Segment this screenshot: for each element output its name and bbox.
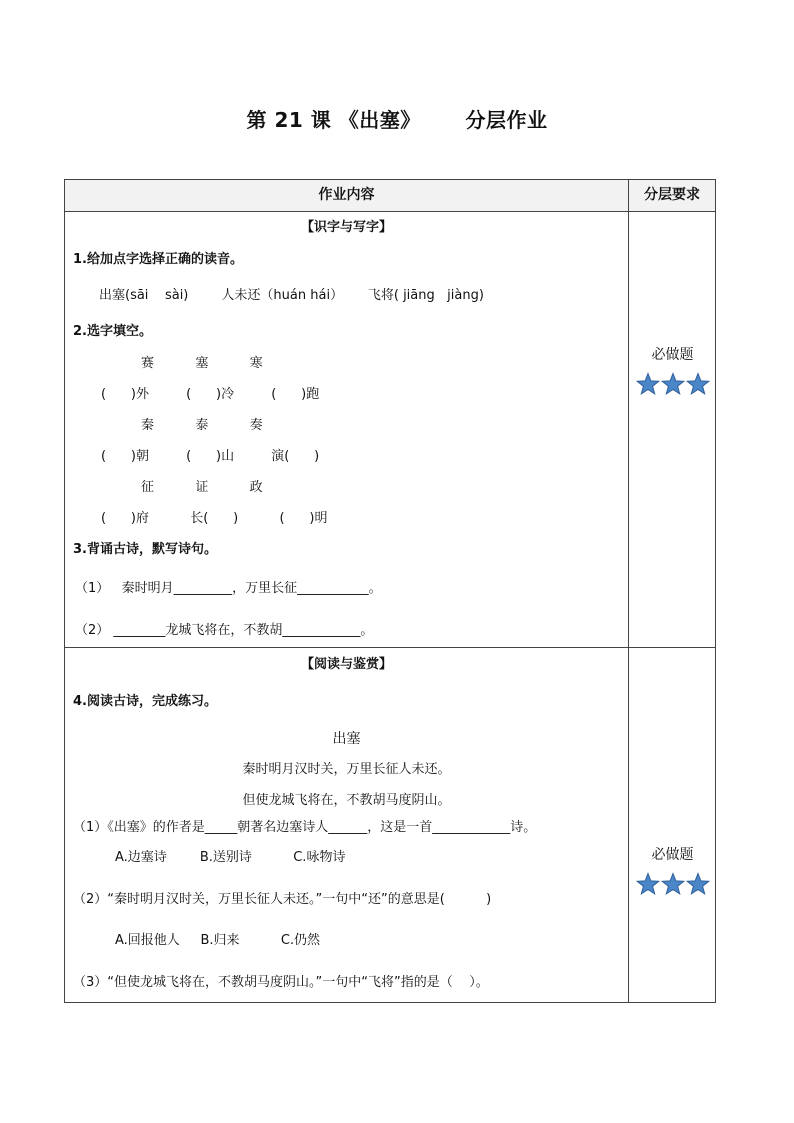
question-1-options: 出塞(sāi sài) 人未还（huán hái） 飞将( jiāng jiàng) — [99, 288, 484, 303]
star-icon — [686, 372, 710, 396]
requirement-label-1: 必做题 — [651, 347, 694, 363]
star-icon — [661, 372, 685, 396]
homework-table — [64, 179, 716, 1003]
question-2: 2.选字填空。 — [73, 324, 152, 339]
question-3-line-2: （2） ________龙城飞将在，不教胡____________。 — [75, 623, 374, 638]
question-4: 4.阅读古诗，完成练习。 — [73, 694, 217, 709]
poem-line-2: 但使龙城飞将在，不教胡马度阴山。 — [242, 793, 451, 808]
sub-question-3: （3）“但使龙城飞将在，不教胡马度阴山。”一句中“飞将”指的是（ ）。 — [73, 975, 489, 990]
question-2-chars-3: 征 证 政 — [141, 480, 263, 495]
star-icon — [636, 372, 660, 396]
star-rating-1 — [629, 372, 716, 396]
poem-line-1: 秦时明月汉时关，万里长征人未还。 — [242, 762, 451, 777]
question-2-chars-1: 赛 塞 寒 — [141, 356, 263, 371]
sub-question-2-options: A.回报他人 B.归来 C.仍然 — [115, 933, 321, 948]
header-divider — [65, 211, 715, 212]
star-icon — [686, 872, 710, 896]
section-heading-writing: 【识字与写字】 — [300, 220, 392, 235]
star-rating-2 — [629, 872, 716, 896]
page-title: 第 21 课 《出塞》 分层作业 — [246, 108, 548, 132]
sub-question-2: （2）“秦时明月汉时关，万里长征人未还。”一句中“还”的意思是( ) — [73, 892, 492, 907]
sub-question-1-options: A.边塞诗 B.送别诗 C.咏物诗 — [115, 850, 346, 865]
question-3: 3.背诵古诗，默写诗句。 — [73, 542, 217, 557]
column-header-content: 作业内容 — [65, 180, 628, 211]
question-2-chars-2: 秦 泰 奏 — [141, 418, 263, 433]
section-divider — [65, 647, 715, 648]
poem-title: 出塞 — [332, 731, 361, 747]
question-2-fill-2: ( )朝 ( )山 演( ) — [101, 449, 320, 464]
requirement-label-2: 必做题 — [651, 847, 694, 863]
column-header-level: 分层要求 — [629, 180, 715, 211]
section-heading-reading: 【阅读与鉴赏】 — [300, 657, 392, 672]
question-2-fill-3: ( )府 长( ) ( )明 — [101, 511, 328, 526]
star-icon — [661, 872, 685, 896]
question-3-line-1: （1） 秦时明月_________，万里长征___________。 — [75, 581, 382, 596]
question-2-fill-1: ( )外 ( )冷 ( )跑 — [101, 387, 320, 402]
question-1: 1.给加点字选择正确的读音。 — [73, 252, 243, 267]
star-icon — [636, 872, 660, 896]
sub-question-1: （1）《出塞》的作者是_____朝著名边塞诗人______，这是一首____________诗。 — [73, 820, 537, 835]
